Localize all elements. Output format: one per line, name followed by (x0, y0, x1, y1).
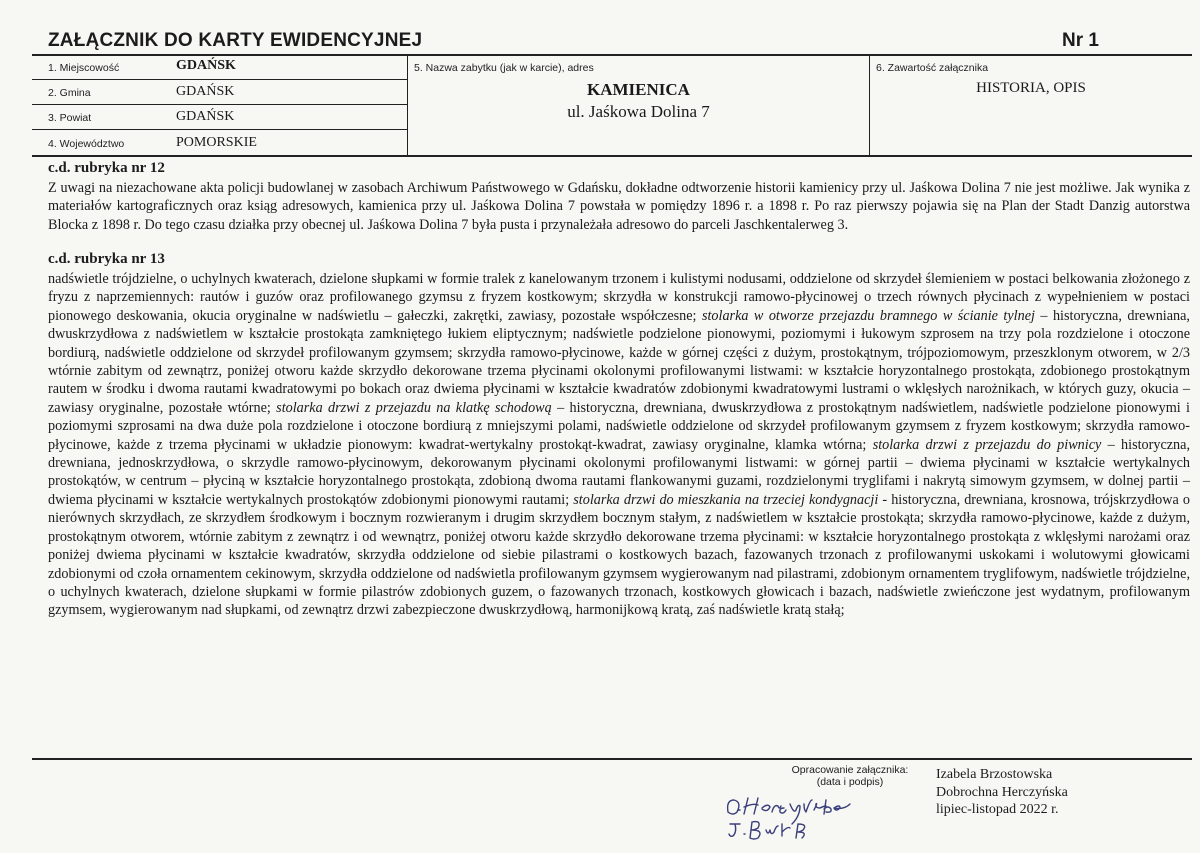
section-13-part-4: – historyczna, drewniana, jednoskrzydłowa, o skrzydle ramowo-płycinowym, dekorowanym płycinami okolonymi profilowanymi listwami: w górnej partii – dwiema płycinami w kształcie wertykalnych prostokątów, w centrum – płyciną w kształcie horyzontalnego prostokąta, zdobioną dwoma rautami flankowanymi guzami, rozdzielonymi tryglifami i nakrytą simowym gzymsem, w dolnej partii – dwiema płycinami w kształcie wertykalnych prostokątów zdobionymi pionowymi rautami; (48, 436, 1190, 508)
section-12-heading: c.d. rubryka nr 12 (48, 160, 165, 176)
miejscowosc-value: GDAŃSK (176, 58, 236, 73)
section-13-part-5: - historyczna, drewniana, krosnowa, trójskrzydłowa o nierównych skrzydłach, ze skrzydłem środkowym i bocznym rozwieranym i drugim skrzydłem bocznym stałym, z nadświetlem w kształcie prostokąta; skrzydła ramowo-płycinowe, każde z dużym, prostokątnym otworem, wtórnie zabitym z zewnątrz i od wewnątrz, poniżej otworu każde skrzydło dekorowane trzema płycinami: w kształcie horyzontalnego prostokąta z wklęsłymi narożami oraz poniżej dwiema płycinami w kształcie kwadratów, skrzydła oddzielone od siebie pilastrami o kostkowych bazach, fazowanych trzonach z profilowanymi uskokami i wolutowymi głowicami zdobionymi od czoła ornamentem cekinowym, skrzydła oddzielone od nadświetla profilowanym gzymsem wygierowanym nad pilastrami, zdobionym ornamentem tryglifowym, nadświetle trójdzielne, o uchylnych kwaterach, dzielone słupkami w formie pilastrów zdobionych guzem, o fazowanych trzonach, kostkowych głowicach i bazach, nadświetle zwieńczone jest wydatnym, profilowanym gzymsem, wygierowanym nad słupkami, od zewnątrz drzwi zabezpieczone dwuskrzydłową, harmonijkową kratą, zaś nadświetle kratą stałą; (48, 491, 1190, 619)
attachment-number: Nr 1 (1062, 30, 1099, 51)
gmina-value: GDAŃSK (176, 84, 235, 99)
page-title: ZAŁĄCZNIK DO KARTY EWIDENCYJNEJ (48, 30, 423, 51)
header-top-rule (32, 54, 1192, 56)
section-13-heading: c.d. rubryka nr 13 (48, 251, 165, 267)
wojewodztwo-label: 4. Województwo (48, 138, 125, 150)
section-13-part-1: nadświetle trójdzielne, o uchylnych kwaterach, dzielone słupkami w formie tralek z kanelowanym trzonem i kulistymi nodusami, oddzielone od skrzydeł ślemieniem w postaci belkowania złożonego z fryzu z naprzemiennych: rautów i guzów oraz profilowanego gzymsu z fryzem kostkowym; skrzydła w konstrukcji ramowo-płycinowej o trzech równych płycinach z wypełnieniem w postaci pionowego deskowania, okucia oryginalne w nadświetlu – gałeczki, zakrętki, zawiasy, pozostałe współczesne; (48, 271, 1190, 324)
section-13-italic-2: stolarka drzwi z przejazdu na klatkę schodową (276, 399, 552, 416)
monument-name: KAMIENICA (587, 80, 690, 99)
section-13-italic-1: stolarka w otworze przejazdu bramnego w ścianie tylnej (701, 307, 1035, 324)
powiat-label: 3. Powiat (48, 112, 92, 124)
section-13-italic-4: stolarka drzwi do mieszkania na trzeciej kondygnacji (573, 491, 879, 508)
row-divider-1 (32, 79, 407, 80)
authors-block (936, 766, 1068, 819)
section-13-italic-3: stolarka drzwi z przejazdu do piwnicy (872, 436, 1102, 453)
gmina-label: 2. Gmina (48, 87, 91, 99)
preparation-date: lipiec-listopad 2022 r. (936, 802, 1059, 817)
row-divider-3 (32, 129, 407, 130)
footer-rule (32, 758, 1192, 760)
monument-address: ul. Jaśkowa Dolina 7 (567, 102, 710, 121)
prepared-by-label-line1: Opracowanie załącznika: (791, 764, 909, 776)
miejscowosc-label: 1. Miejscowość (48, 62, 120, 74)
section-12-text: Z uwagi na niezachowane akta policji budowlanej w zasobach Archiwum Państwowego w Gdańsku, dokładne odtworzenie historii kamienicy przy ul. Jaśkowa Dolina 7 nie jest możliwe. Jak wynika z materiałów kartograficznych oraz ksiąg adresowych, kamienica przy ul. Jaśkowa Dolina 7 powstała w pomiędzy 1896 r. a 1898 r. Po raz pierwszy pojawia się na Plan der Stadt Danzig autorstwa Blocka z 1898 r. Do tego czasu działka przy obecnej ul. Jaśkowa Dolina 7 była pusta i przynależała adresowo do parceli Jaschkentalerweg 3. (48, 180, 1190, 233)
nazwa-label: 5. Nazwa zabytku (jak w karcie), adres (414, 62, 594, 74)
section-13-part-2: – historyczna, drewniana, dwuskrzydłowa z nadświetlem w kształcie prostokąta zamkniętego łukiem eliptycznym; nadświetle podzielone pionowymi, poziomymi i łukowym szprosem na trzy pola rozdzielone i otoczone bordiurą, nadświetle oddzielone od skrzydeł profilowanym gzymsem; skrzydła ramowo-płycinowe, każde w górnej części z dużym, prostokątnym, trójpoziomowym, przeszklonym otworem, w 2/3 wtórnie zabitym od zewnątrz, poniżej otworu każde skrzydło dekorowane trzema płycinami okolonymi profilowanymi listwami: w kształcie horyzontalnego prostokąta, zdobionego prostokątnym rautem w środku i dwoma rautami kwadratowymi po bokach oraz dwiema płycinami w kształcie kwadratów zdobionymi kwadratowymi lustrami o wklęsłych narożnikach, w których guzy, okucia – zawiasy oryginalne, pozostałe wtórne; (48, 307, 1190, 416)
prepared-by-label-line2: (data i podpis) (816, 776, 884, 788)
wojewodztwo-value: POMORSKIE (176, 135, 257, 150)
section-13-part-3: – historyczna, drewniana, dwuskrzydłowa z prostokątnym nadświetlem, nadświetle podzielone pionowymi i poziomymi szprosami na dwa duże pola rozdzielone i otoczone bordiurą z mniejszymi polami, nadświetle oddzielone od skrzydeł profilowanym gzymsem z fryzem kostkowym; skrzydła ramowo-płycinowe, każde z trzema płycinami w układzie pionowym: kwadrat-wertykalny prostokąt-kwadrat, zawiasy oryginalne, klamka wtórna; (48, 399, 1190, 453)
zawartosc-label: 6. Zawartość załącznika (876, 62, 989, 74)
row-divider-2 (32, 104, 407, 105)
author-1: Izabela Brzostowska (936, 767, 1053, 782)
author-2: Dobrochna Herczyńska (936, 784, 1068, 800)
header-bottom-rule (32, 155, 1192, 157)
column-divider-2 (869, 55, 870, 155)
zawartosc-value: HISTORIA, OPIS (976, 80, 1086, 96)
powiat-value: GDAŃSK (176, 109, 235, 124)
section-13-text (48, 270, 1190, 620)
handwritten-signature (722, 790, 892, 842)
prepared-by-label (780, 764, 920, 788)
